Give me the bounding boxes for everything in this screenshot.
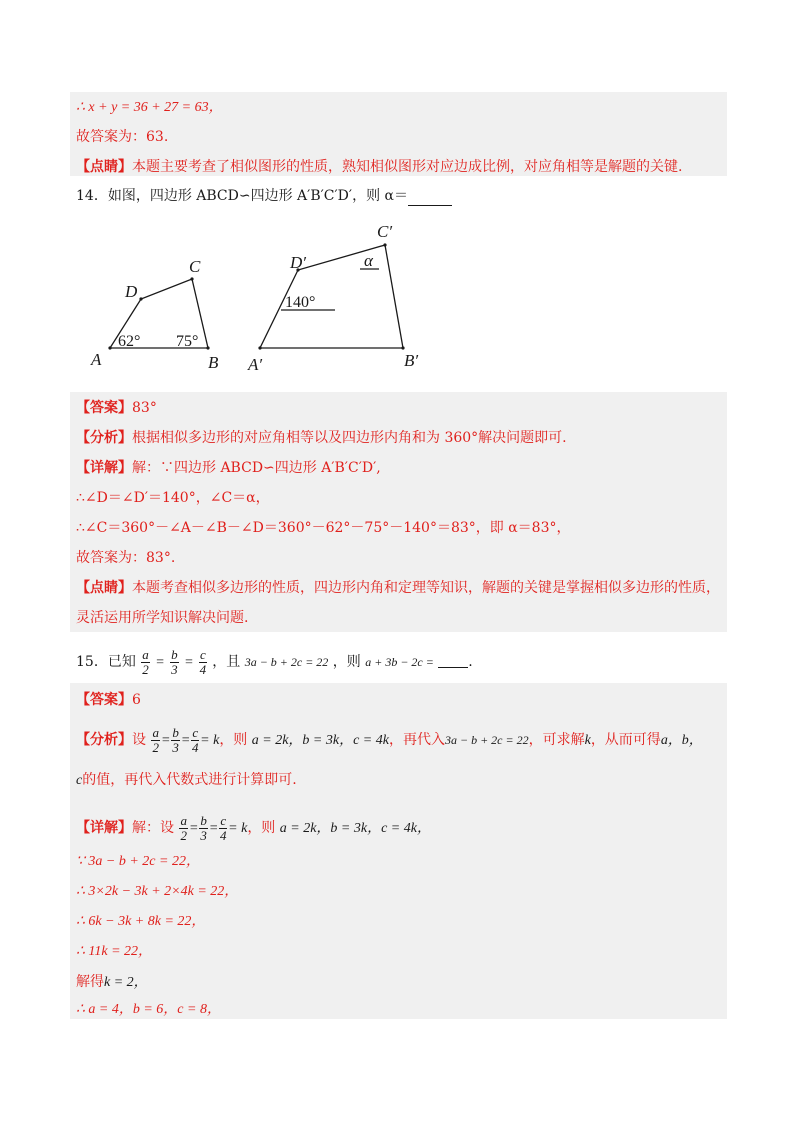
analysis-tag: 【分析】 [76,430,132,446]
comment-tag: 【点睛】 [76,159,132,175]
answer-tag: 【答案】 [76,400,132,416]
quadrilateral-figure [85,215,445,385]
analysis-values: a = 2k，b = 3k，c = 4k [251,733,389,748]
q15-detail-3: ∴ 6k − 3k + 8k = 22， [76,914,206,929]
q15-stem: 15．已知 $\frac{a}{2}$ = $\frac{b}{3}$ = $\frac{c}{4}$ ，且 3a − b + 2c = 22 ，则 a + 3b − 2c = . [76,646,473,677]
answer-value: 6 [132,692,141,708]
detail-tag: 【详解】 [76,460,132,476]
quad-a2b2c2d2 [260,245,403,348]
label-c2: C′ [377,222,393,241]
fraction-a-2: $\frac{a}{2}$ [152,724,159,755]
q14-detail [76,458,381,478]
q15-analysis: 【分析】设 $\frac{a}{2}$ = $\frac{b}{3}$ = $\frac{c}{4}$ = k，则 a = 2k，b = 3k，c = 4k，再代入3a − b + 2c = 22，可求解k，从而可得a，b， [76,724,703,755]
q15-detail-4: ∴ 11k = 22， [76,944,153,959]
detail-text: 解：∵四边形 ABCD∽四边形 A′B′C′D′, [132,460,381,476]
q15-analysis-2: c的值，再代入代数式进行计算即可. [76,772,297,788]
comment-text: 本题考查相似多边形的性质，四边形内角和定理等知识，解题的关键是掌握相似多边形的性质， [132,580,720,596]
detail-values: a = 2k，b = 3k，c = 4k， [279,821,431,836]
fraction-a-2: $\frac{a}{2}$ [180,812,187,843]
q15-detail-2: ∴ 3×2k − 3k + 2×4k = 22， [76,884,239,899]
q13-line1: ∴ x + y = 36 + 27 = 63， [76,100,223,115]
answer-blank [408,191,452,206]
q13-comment [76,157,682,177]
fraction-a-2: $\frac{a}{2}$ [142,646,149,677]
analysis-tag: 【分析】 [76,732,132,748]
detail-tag: 【详解】 [76,820,132,836]
q14-answer [76,398,157,418]
label-a2: A′ [248,355,263,374]
q15-detail: 【详解】解：设 $\frac{a}{2}$ = $\frac{b}{3}$ = $\frac{c}{4}$ = k，则 a = 2k，b = 3k，c = 4k， [76,812,431,843]
label-d: D [125,282,138,301]
fraction-c-4: $\frac{c}{4}$ [199,646,207,677]
q14-comment [76,578,720,598]
answer-tag: 【答案】 [76,692,132,708]
q15-detail-6: ∴ a = 4，b = 6，c = 8， [76,1002,221,1017]
q15-condition: 3a − b + 2c = 22 [244,655,329,669]
fraction-b-3: $\frac{b}{3}$ [172,724,179,755]
angle-a-label: 62° [118,333,141,350]
q13-answer: 故答案为：63. [76,129,169,145]
q15-stem-pre: 15．已知 [76,654,136,670]
label-d2: D′ [290,253,306,272]
analysis-text: 根据相似多边形的对应角相等以及四边形内角和为 360°解决问题即可. [132,430,567,446]
q14-stem [76,186,452,206]
answer-value: 83° [132,400,157,416]
answer-blank [438,657,468,668]
q14-stem-text: 14．如图，四边形 ABCD∽四边形 A′B′C′D′，则 α＝ [76,188,408,204]
q14-detail-3: ∴∠C＝360°－∠A－∠B－∠D＝360°－62°－75°－140°＝83°，即 α＝83°， [76,520,571,536]
fraction-c-4: $\frac{c}{4}$ [220,812,227,843]
q14-comment-2: 灵活运用所学知识解决问题. [76,610,249,626]
comment-tag: 【点睛】 [76,580,132,596]
angle-c2-label: α [364,251,373,270]
angle-d2-label: 140° [285,294,316,311]
q15-answer [76,690,141,710]
q14-analysis [76,428,567,448]
q15-detail-5: 解得k = 2， [76,974,148,990]
fraction-c-4: $\frac{c}{4}$ [192,724,199,755]
q15-detail-1: ∵ 3a − b + 2c = 22， [76,854,200,869]
fraction-b-3: $\frac{b}{3}$ [171,646,178,677]
q14-detail-2: ∴∠D＝∠D′＝140°，∠C＝α， [76,490,270,506]
angle-b-label: 75° [176,333,199,350]
q15-stem-mid: ，且 [212,654,241,670]
label-b: B [208,353,219,372]
fraction-b-3: $\frac{b}{3}$ [200,812,207,843]
comment-text: 本题主要考查了相似图形的性质，熟知相似图形对应边成比例，对应角相等是解题的关键. [132,159,683,175]
label-b2: B′ [404,351,419,370]
q15-target: a + 3b − 2c = [365,655,434,669]
label-c: C [189,257,201,276]
q14-answer-line: 故答案为：83°. [76,550,176,566]
label-a: A [91,350,102,369]
